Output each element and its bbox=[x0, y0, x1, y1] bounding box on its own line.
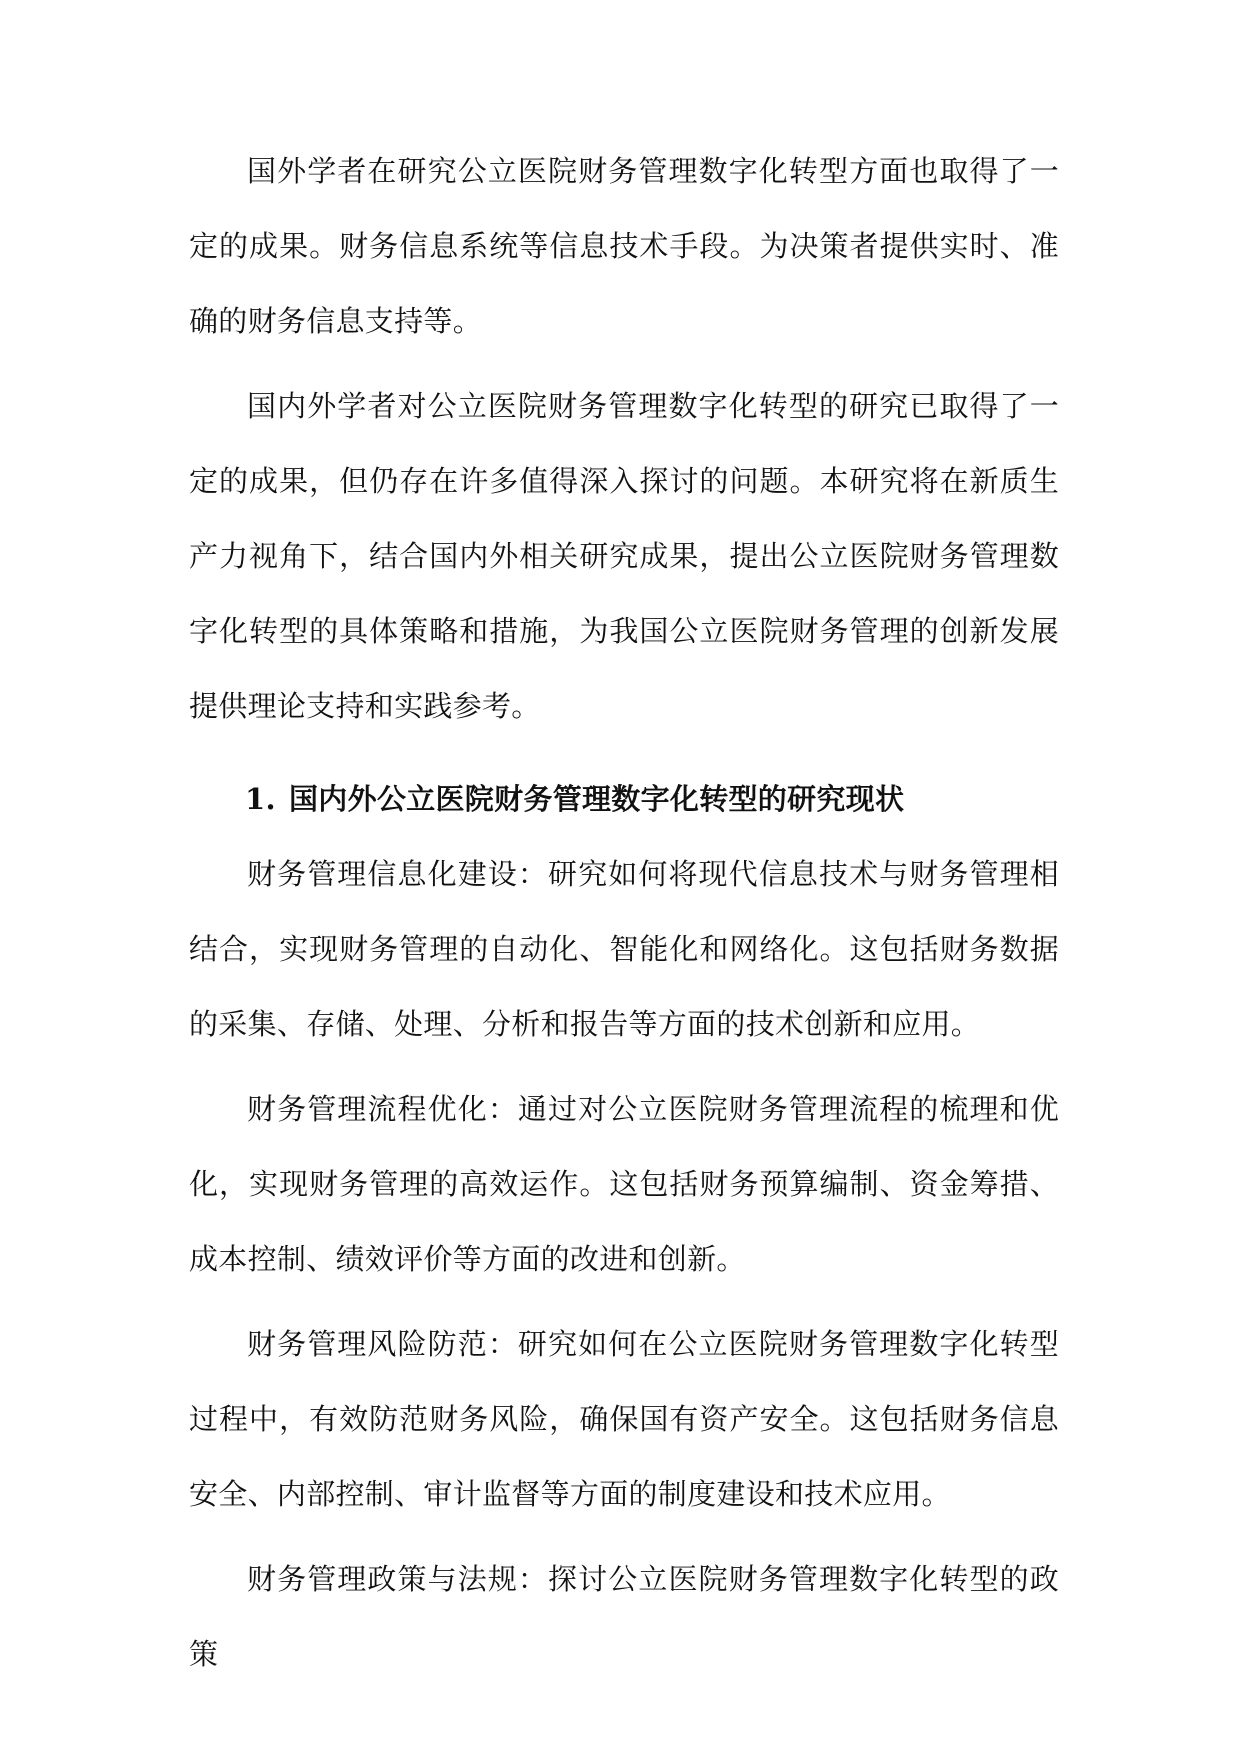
paragraph-intro-2: 国内外学者对公立医院财务管理数字化转型的研究已取得了一定的成果，但仍存在许多值得深入探讨的问题。本研究将在新质生产力视角下，结合国内外相关研究成果，提出公立医院财务管理数字化转型的具体策略和措施，为我国公立医院财务管理的创新发展提供理论支持和实践参考。 bbox=[189, 389, 1059, 723]
paragraph-gap bbox=[189, 359, 1059, 369]
section-heading bbox=[189, 762, 1059, 837]
paragraph-section-3: 财务管理风险防范：研究如何在公立医院财务管理数字化转型过程中，有效防范财务风险，确保国有资产安全。这包括财务信息安全、内部控制、审计监督等方面的制度建设和技术应用。 bbox=[189, 1327, 1059, 1511]
paragraph-gap bbox=[189, 1297, 1059, 1307]
paragraph-gap bbox=[189, 1062, 1059, 1072]
section-number: 1. bbox=[245, 782, 276, 816]
paragraph-section-1: 财务管理信息化建设：研究如何将现代信息技术与财务管理相结合，实现财务管理的自动化、智能化和网络化。这包括财务数据的采集、存储、处理、分析和报告等方面的技术创新和应用。 bbox=[189, 857, 1059, 1041]
section-title: 国内外公立医院财务管理数字化转型的研究现状 bbox=[289, 782, 905, 816]
paragraph-section-2: 财务管理流程优化：通过对公立医院财务管理流程的梳理和优化，实现财务管理的高效运作。这包括财务预算编制、资金筹措、成本控制、绩效评价等方面的改进和创新。 bbox=[189, 1092, 1059, 1276]
document-page bbox=[189, 134, 1059, 1692]
paragraph-section-4: 财务管理政策与法规：探讨公立医院财务管理数字化转型的政策 bbox=[189, 1562, 1059, 1671]
paragraph-intro-1: 国外学者在研究公立医院财务管理数字化转型方面也取得了一定的成果。财务信息系统等信息技术手段。为决策者提供实时、准确的财务信息支持等。 bbox=[189, 154, 1059, 338]
paragraph-gap bbox=[189, 1532, 1059, 1542]
